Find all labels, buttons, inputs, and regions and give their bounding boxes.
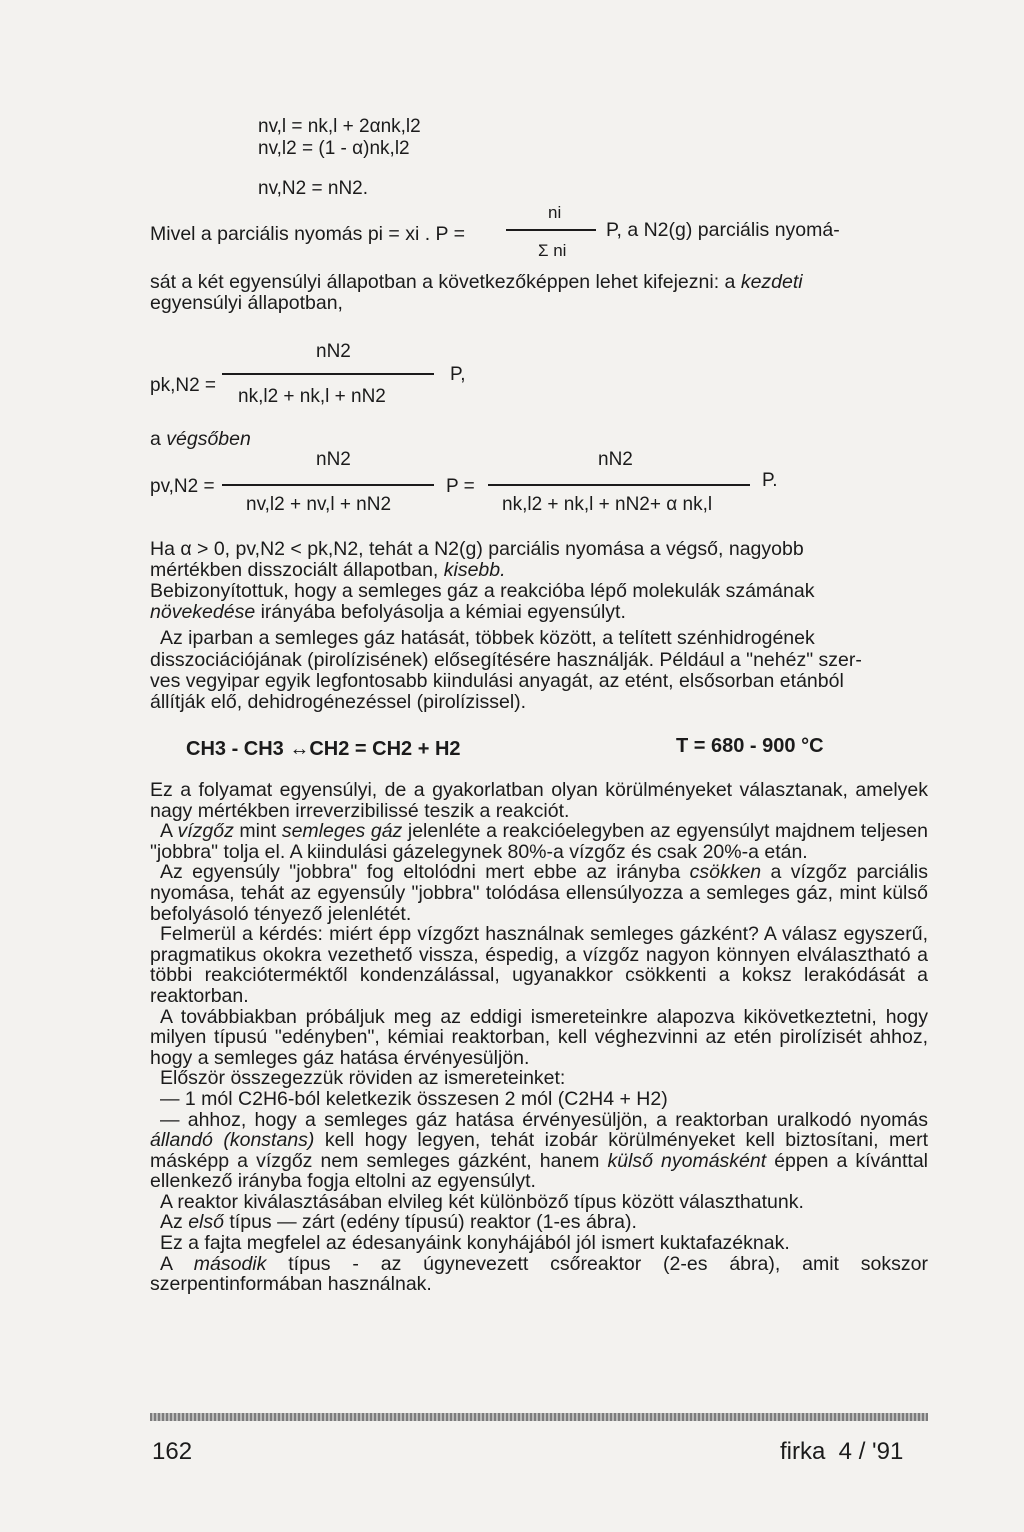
- paragraph: A vízgőz mint semleges gáz jelenléte a reakcióelegyben az egyensúlyt majdnem teljesen "jobbra" tolja el. A kiindulási gázelegynek 80%-a vízgőz és csak 20%-a etán.: [150, 820, 928, 863]
- pv-numerator-2: nN2: [598, 449, 633, 470]
- pk-denominator: nk,l2 + nk,l + nN2: [238, 386, 386, 407]
- iparban-line-1: Az iparban a semleges gáz hatását, többek között, a telített szénhidrogének: [160, 627, 815, 649]
- fraction-line: [488, 484, 750, 486]
- page-number: 162: [152, 1438, 193, 1465]
- partial-pressure-text-after: P, a N2(g) parciális nyomá-: [606, 219, 840, 241]
- paragraph: A második típus - az úgynevezett csőreaktor (2-es ábra), amit sokszor szerpentinformában használnak.: [150, 1252, 928, 1296]
- paragraph: A továbbiakban próbáljuk meg az eddigi ismereteinkre alapozva kikövetkeztetni, hogy milyen típusú "edényben", kémiai reaktorban, kell véghezvinni az etén pirolízisét ahhoz, hogy a semleges gáz hatása érvényesüljön.: [150, 1005, 928, 1069]
- equation-3: nv,N2 = nN2.: [258, 178, 369, 199]
- pk-after: P,: [450, 364, 466, 385]
- partial-line-3: egyensúlyi állapotban,: [150, 292, 343, 314]
- pk-numerator: nN2: [316, 341, 351, 362]
- pv-lhs: pv,N2 =: [150, 476, 215, 497]
- pk-lhs: pk,N2 =: [150, 375, 217, 396]
- paragraph: Ez a fajta megfelel az édesanyáink konyhájából jól ismert kuktafazéknak.: [160, 1232, 790, 1255]
- partial-numerator: ni: [548, 203, 562, 222]
- iparban-line-2: disszociációjának (pirolízisének) elősegítésére használják. Például a "nehéz" szer-: [150, 649, 862, 671]
- footer-rule: [150, 1413, 928, 1421]
- partial-denominator: Σ ni: [538, 241, 567, 260]
- journal-issue: firka 4 / '91: [780, 1438, 904, 1465]
- ha-line-2: mértékben disszociált állapotban, kisebb.: [150, 559, 506, 581]
- paragraph: Először összegezzük röviden az ismereteinket:: [160, 1067, 566, 1090]
- reaction-temperature: T = 680 - 900 °C: [676, 735, 824, 757]
- bebiz-line-1: Bebizonyítottuk, hogy a semleges gáz a reakcióba lépő molekulák számának: [150, 580, 815, 602]
- vegsoben-label: a végsőben: [150, 428, 251, 450]
- pv-after: P.: [762, 470, 778, 491]
- paragraph: Felmerül a kérdés: miért épp vízgőzt használnak semleges gázként? A válasz egyszerű, pragmatikus okokra vezethető vissza, éspedig, a vízgőz nagyon könnyen elválasztható a többi reakcióterméktől kondenzálással, ugyanakkor csökkenti a koksz lerakódását a reaktorban.: [150, 923, 928, 1007]
- partial-line-2: sát a két egyensúlyi állapotban a következőképpen lehet kifejezni: a kezdeti: [150, 271, 803, 293]
- partial-pressure-text: Mivel a parciális nyomás pi = xi . P =: [150, 223, 466, 245]
- paragraph: Az első típus — zárt (edény típusú) reaktor (1-es ábra).: [160, 1211, 637, 1234]
- equation-1: nv,l = nk,l + 2αnk,l2: [258, 116, 421, 137]
- fraction-line: [222, 373, 434, 375]
- ha-line-1: Ha α > 0, pv,N2 < pk,N2, tehát a N2(g) parciális nyomása a végső, nagyobb: [150, 538, 804, 560]
- pv-denominator-2: nk,l2 + nk,l + nN2+ α nk,l: [502, 494, 713, 515]
- paragraph: — ahhoz, hogy a semleges gáz hatása érvényesüljön, a reaktorban uralkodó nyomás állandó (konstans) kell hogy legyen, tehát izobár körülményeket kell biztosítani, mert másképp a vízgőz nem semleges gázként, hanem külső nyomásként éppen a kívánttal ellenkező irányba fogja eltolni az egyensúlyt.: [150, 1108, 929, 1193]
- fraction-line: [222, 484, 434, 486]
- iparban-line-3: ves vegyipar egyik legfontosabb kiindulási anyagát, az etént, elsősorban etánból: [150, 670, 844, 692]
- pv-denominator-1: nv,l2 + nv,l + nN2: [246, 494, 392, 515]
- body-text: [150, 780, 928, 1295]
- bebiz-line-2: növekedése irányába befolyásolja a kémiai egyensúlyt.: [150, 601, 626, 623]
- paragraph: Ez a folyamat egyensúlyi, de a gyakorlatban olyan körülményeket választanak, amelyek nagy mértékben irreverzibilissé teszik a reakciót.: [150, 779, 928, 822]
- paragraph: — 1 mól C2H6-ból keletkezik összesen 2 mól (C2H4 + H2): [160, 1087, 668, 1110]
- fraction-line: [506, 229, 596, 231]
- paragraph: Az egyensúly "jobbra" fog eltolódni mert ebbe az irányba csökken a vízgőz parciális nyomása, tehát az egyensúly "jobbra" tolódása ellensúlyozza a semleges gáz, mint külső befolyásoló tényező jelenlétét.: [150, 861, 928, 925]
- pv-numerator-1: nN2: [316, 449, 351, 470]
- reaction-equation: CH3 - CH3 ↔CH2 = CH2 + H2: [186, 738, 461, 760]
- paragraph: A reaktor kiválasztásában elvileg két különböző típus között választhatunk.: [160, 1190, 804, 1213]
- equation-2: nv,l2 = (1 - α)nk,l2: [258, 138, 410, 159]
- pv-mid: P =: [446, 476, 475, 497]
- iparban-line-4: állítják elő, dehidrogénezéssel (pirolízissel).: [150, 691, 527, 713]
